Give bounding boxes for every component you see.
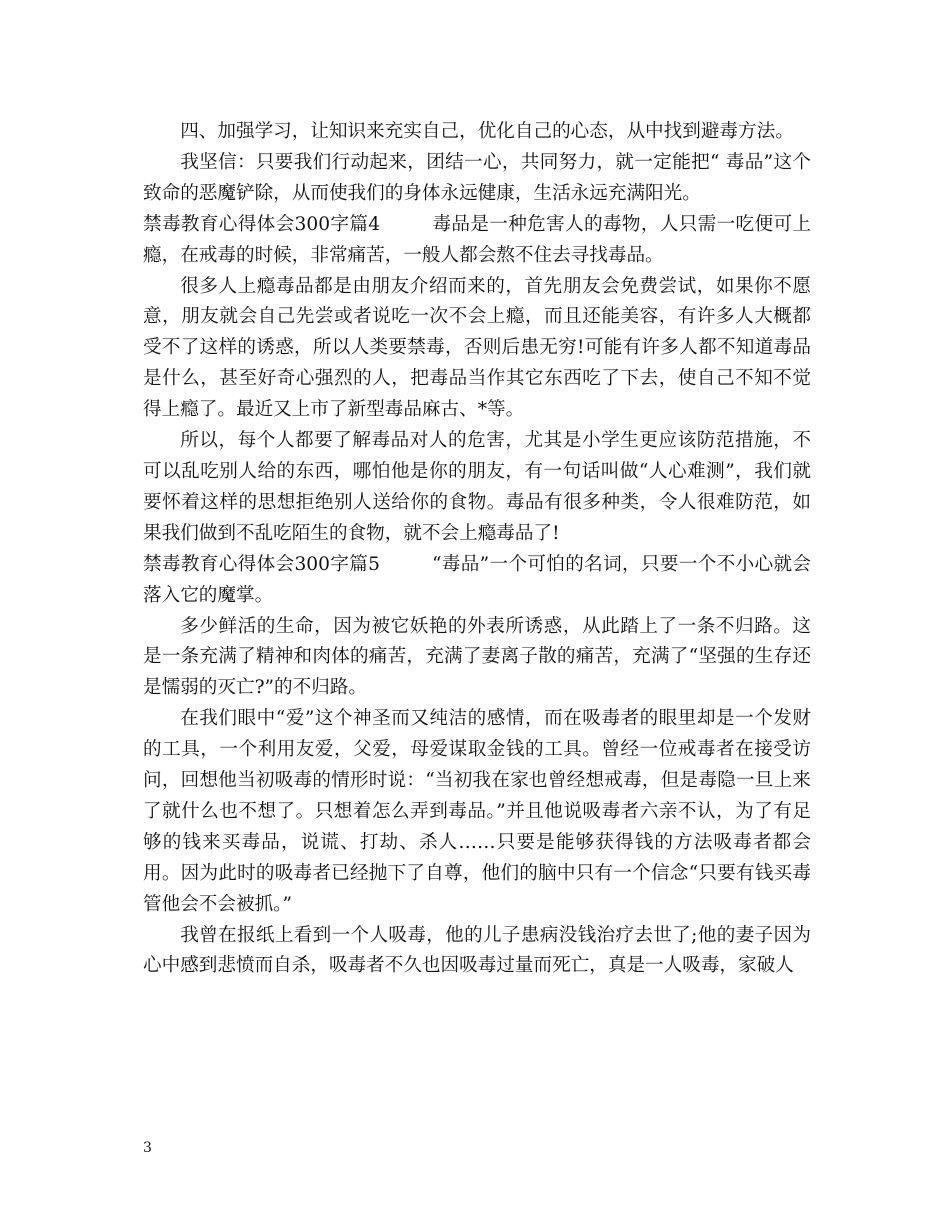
paragraph: 很多人上瘾毒品都是由朋友介绍而来的，首先朋友会免费尝试，如果你不愿意，朋友就会自己先尝或者说吃一次不会上瘾，而且还能美容，有许多人大概都受不了这样的诱惑，所以人类要禁毒，否则后患无穷!可能有许多人都不知道毒品是什么，甚至好奇心强烈的人，把毒品当作其它东西吃了下去，使自己不知不觉得上瘾了。最近又上市了新型毒品麻古、*等。 [143, 275, 811, 421]
section-heading: 禁毒教育心得体会300字篇4 [143, 213, 381, 235]
document-body [143, 117, 811, 982]
section-heading: 禁毒教育心得体会300字篇5 [143, 553, 380, 575]
paragraph-text: “毒品”一个可怕的名词，只要一个不小心就会落入它的魔掌。 [143, 553, 811, 606]
paragraph: 我坚信：只要我们行动起来，团结一心，共同努力，就一定能把“ 毒品”这个致命的恶魔铲除，从而使我们的身体永远健康，生活永远充满阳光。 [143, 151, 811, 204]
section-heading-paragraph [143, 550, 811, 612]
paragraph: 所以，每个人都要了解毒品对人的危害，尤其是小学生更应该防范措施，不可以乱吃别人给的东西，哪怕他是你的朋友，有一句话叫做“人心难测”，我们就要怀着这样的思想拒绝别人送给你的食物。毒品有很多种类，令人很难防范，如果我们做到不乱吃陌生的食物，就不会上瘾毒品了! [143, 430, 811, 544]
section-heading-paragraph [143, 210, 811, 272]
paragraph: 四、加强学习，让知识来充实自己，优化自己的心态，从中找到避毒方法。 [180, 121, 794, 142]
page-number: 3 [143, 1140, 152, 1156]
paragraph: 我曾在报纸上看到一个人吸毒，他的儿子患病没钱治疗去世了;他的妻子因为心中感到悲愤而自杀，吸毒者不久也因吸毒过量而死亡，真是一人吸毒，家破人 [143, 924, 811, 977]
paragraph: 多少鲜活的生命，因为被它妖艳的外表所诱惑，从此踏上了一条不归路。这是一条充满了精神和肉体的痛苦，充满了妻离子散的痛苦，充满了“坚强的生存还是懦弱的灭亡?”的不归路。 [143, 615, 811, 699]
paragraph: 在我们眼中“爱”这个神圣而又纯洁的感情，而在吸毒者的眼里却是一个发财的工具，一个利用友爱，父爱，母爱谋取金钱的工具。曾经一位戒毒者在接受访问，回想他当初吸毒的情形时说：“当初我在家也曾经想戒毒，但是毒隐一旦上来了就什么也不想了。只想着怎么弄到毒品。”并且他说吸毒者六亲不认，为了有足够的钱来买毒品，说谎、打劫、杀人……只要是能够获得钱的方法吸毒者都会用。因为此时的吸毒者已经抛下了自尊，他们的脑中只有一个信念“只要有钱买毒管他会不会被抓。” [143, 708, 811, 915]
paragraph-text: 毒品是一种危害人的毒物，人只需一吃便可上瘾，在戒毒的时候，非常痛苦，一般人都会熬不住去寻找毒品。 [143, 213, 811, 266]
